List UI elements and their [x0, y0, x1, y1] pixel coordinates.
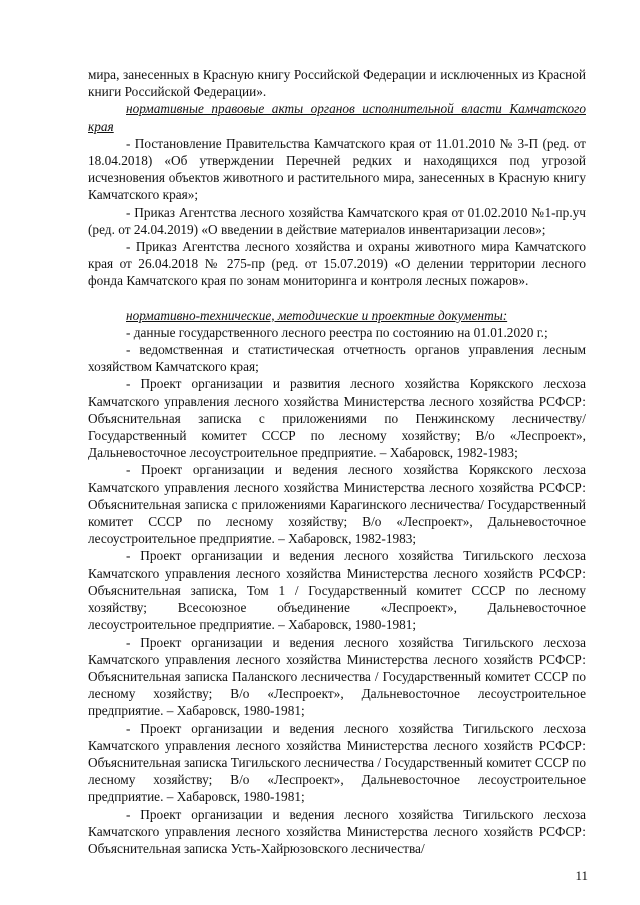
- list-item: - Проект организации и ведения лесного хозяйства Корякского лесхоза Камчатского управления лесного хозяйства Министерства лесного хозяйства РСФСР: Объяснительная записка с приложениями Карагинского лесничества/ Государственный комитет СССР по лесному хозяйству; В/о «Леспроект», Дальневосточное лесоустроительное предприятие. – Хабаровск, 1982-1983;: [88, 462, 586, 547]
- page-number: 11: [575, 868, 588, 883]
- section-heading-regional-acts: нормативные правовые акты органов исполнительной власти Камчатского края: [88, 101, 586, 134]
- list-item: - Проект организации и ведения лесного хозяйства Тигильского лесхоза Камчатского управления лесного хозяйства Министерства лесного хозяйств РСФСР: Объяснительная записка Тигильского лесничества / Государственный комитет СССР по лесному хозяйству; В/о «Леспроект», Дальневосточное лесоустроительное предприятие. – Хабаровск, 1980-1981;: [88, 720, 586, 805]
- list-item: - Проект организации и развития лесного хозяйства Корякского лесхоза Камчатского управления лесного хозяйства Министерства лесного хозяйства РСФСР: Объяснительная записка с приложениями по Пенжинскому лесничеству/ Государственный комитет СССР по лесному хозяйству; В/о «Леспроект», Дальневосточное лесоустроительное предприятие. – Хабаровск, 1982-1983;: [88, 376, 586, 461]
- section-heading-technical-documents: нормативно-технические, методические и проектные документы:: [126, 307, 508, 323]
- list-item: - Приказ Агентства лесного хозяйства и охраны животного мира Камчатского края от 26.04.2018 № 275-пр (ред. от 15.07.2019) «О делении территории лесного фонда Камчатского края по зонам мониторинга и контроля лесных пожаров».: [88, 239, 586, 289]
- list-item: - ведомственная и статистическая отчетность органов управления лесным хозяйством Камчатского края;: [88, 342, 586, 375]
- list-item: - Постановление Правительства Камчатского края от 11.01.2010 № 3-П (ред. от 18.04.2018) «Об утверждении Перечней редких и находящихся под угрозой исчезновения объектов животного и растительного мира, занесенных в Красную книгу Камчатского края»;: [88, 135, 586, 203]
- list-item: - Приказ Агентства лесного хозяйства Камчатского края от 01.02.2010 №1-пр.уч (ред. от 24.04.2019) «О введении в действие материалов инвентаризации лесов»;: [88, 204, 586, 237]
- list-item: - данные государственного лесного реестра по состоянию на 01.01.2020 г.;: [126, 324, 548, 340]
- list-item: - Проект организации и ведения лесного хозяйства Тигильского лесхоза Камчатского управления лесного хозяйства Министерства лесного хозяйств РСФСР: Объяснительная записка, Том 1 / Государственный комитет СССР по лесному хозяйству; Всесоюзное объединение «Леспроект», Дальневосточное лесоустроительное предприятие. – Хабаровск, 1980-1981;: [88, 548, 586, 633]
- list-item: - Проект организации и ведения лесного хозяйства Тигильского лесхоза Камчатского управления лесного хозяйства Министерства лесного хозяйств РСФСР: Объяснительная записка Паланского лесничества / Государственный комитет СССР по лесному хозяйству; В/о «Леспроект», Дальневосточное лесоустроительное предприятие. – Хабаровск, 1980-1981;: [88, 634, 586, 719]
- list-item: - Проект организации и ведения лесного хозяйства Тигильского лесхоза Камчатского управления лесного хозяйства Министерства лесного хозяйств РСФСР: Объяснительная записка Усть-Хайрюзовского лесничества/: [88, 806, 586, 856]
- paragraph-spacer: [88, 290, 586, 307]
- paragraph-continuation: мира, занесенных в Красную книгу Российской Федерации и исключенных из Красной книги Российской Федерации».: [88, 67, 586, 100]
- document-page: [88, 66, 586, 857]
